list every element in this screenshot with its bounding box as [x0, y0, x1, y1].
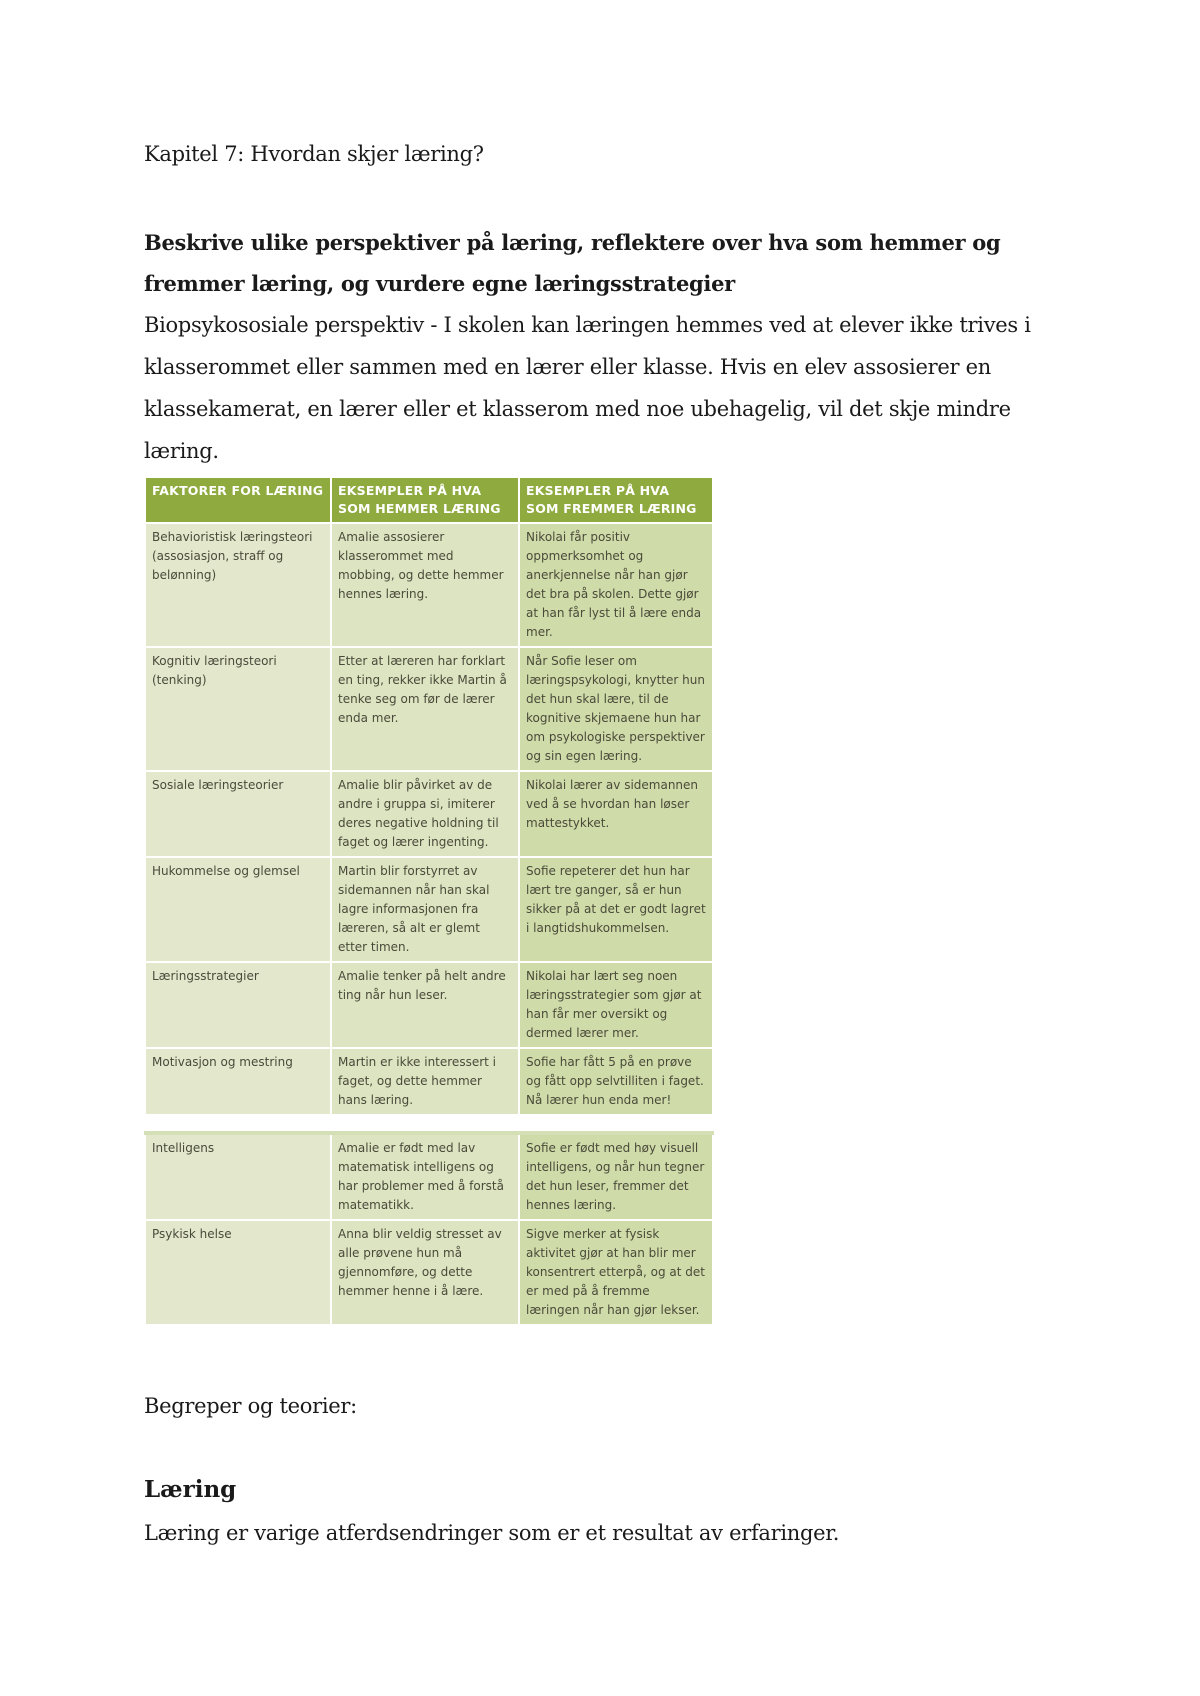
factor-cell: Kognitiv læringsteori (tenking): [145, 647, 331, 771]
factor-cell: Behavioristisk læringsteori (assosiasjon, straff og belønning): [145, 523, 331, 647]
promotes-cell: Når Sofie leser om læringspsykologi, knytter hun det hun skal lære, til de kognitive skjemaene hun har om psykologiske perspektiver og sin egen læring.: [519, 647, 713, 771]
biopsychosocial-paragraph: Biopsykososiale perspektiv - I skolen kan læringen hemmes ved at elever ikke trives i klasserommet eller sammen med en lærer eller klasse. Hvis en elev assosierer en klassekamerat, en lærer eller et klasserom med noe ubehagelig, vil det skje mindre læring.: [144, 313, 1031, 463]
factor-cell: Motivasjon og mestring: [145, 1048, 331, 1115]
learning-factors-table-continued: [144, 1131, 714, 1326]
promotes-cell: Sofie er født med høy visuell intelligens, og når hun tegner det hun leser, fremmer det hennes læring.: [519, 1133, 713, 1220]
table-header-row: [145, 477, 713, 523]
table-row: [145, 1220, 713, 1325]
header-promotes: EKSEMPLER PÅ HVA SOM FREMMER LÆRING: [519, 477, 713, 523]
concepts-heading: Begreper og teorier:: [144, 1394, 357, 1418]
inhibits-cell: Amalie tenker på helt andre ting når hun leser.: [331, 962, 519, 1048]
promotes-cell: Nikolai får positiv oppmerksomhet og anerkjennelse når han gjør det bra på skolen. Dette gjør at han får lyst til å lære enda mer.: [519, 523, 713, 647]
promotes-cell: Nikolai har lært seg noen læringsstrategier som gjør at han får mer oversikt og dermed lærer mer.: [519, 962, 713, 1048]
chapter-title: Kapitel 7: Hvordan skjer læring?: [144, 142, 484, 166]
table-row: [145, 523, 713, 647]
inhibits-cell: Amalie assosierer klasserommet med mobbing, og dette hemmer hennes læring.: [331, 523, 519, 647]
table-row: [145, 771, 713, 857]
factor-cell: Sosiale læringsteorier: [145, 771, 331, 857]
promotes-cell: Nikolai lærer av sidemannen ved å se hvordan han løser mattestykket.: [519, 771, 713, 857]
header-factors: FAKTORER FOR LÆRING: [145, 477, 331, 523]
factor-cell: Intelligens: [145, 1133, 331, 1220]
inhibits-cell: Martin er ikke interessert i faget, og dette hemmer hans læring.: [331, 1048, 519, 1115]
term-definition: Læring er varige atferdsendringer som er et resultat av erfaringer.: [144, 1521, 840, 1545]
table-row: [145, 1048, 713, 1115]
learning-objective: Beskrive ulike perspektiver på læring, reflektere over hva som hemmer og fremmer læring, og vurdere egne læringsstrategier: [144, 230, 1001, 296]
table-row: [145, 962, 713, 1048]
factor-cell: Psykisk helse: [145, 1220, 331, 1325]
table-row: [145, 647, 713, 771]
factor-cell: Hukommelse og glemsel: [145, 857, 331, 962]
learning-factors-table: [144, 476, 714, 1116]
inhibits-cell: Amalie er født med lav matematisk intelligens og har problemer med å forstå matematikk.: [331, 1133, 519, 1220]
inhibits-cell: Anna blir veldig stresset av alle prøvene hun må gjennomføre, og dette hemmer henne i å lære.: [331, 1220, 519, 1325]
term-heading: Læring: [144, 1476, 237, 1503]
factor-cell: Læringsstrategier: [145, 962, 331, 1048]
promotes-cell: Sofie har fått 5 på en prøve og fått opp selvtilliten i faget. Nå lærer hun enda mer!: [519, 1048, 713, 1115]
inhibits-cell: Martin blir forstyrret av sidemannen når han skal lagre informasjonen fra læreren, så alt er glemt etter timen.: [331, 857, 519, 962]
inhibits-cell: Etter at læreren har forklart en ting, rekker ikke Martin å tenke seg om før de lærer enda mer.: [331, 647, 519, 771]
inhibits-cell: Amalie blir påvirket av de andre i gruppa si, imiterer deres negative holdning til faget og lærer ingenting.: [331, 771, 519, 857]
promotes-cell: Sigve merker at fysisk aktivitet gjør at han blir mer konsentrert etterpå, og at det er med på å fremme læringen når han gjør lekser.: [519, 1220, 713, 1325]
promotes-cell: Sofie repeterer det hun har lært tre ganger, så er hun sikker på at det er godt lagret i langtidshukommelsen.: [519, 857, 713, 962]
table-row: [145, 857, 713, 962]
header-inhibits: EKSEMPLER PÅ HVA SOM HEMMER LÆRING: [331, 477, 519, 523]
table-row: [145, 1133, 713, 1220]
